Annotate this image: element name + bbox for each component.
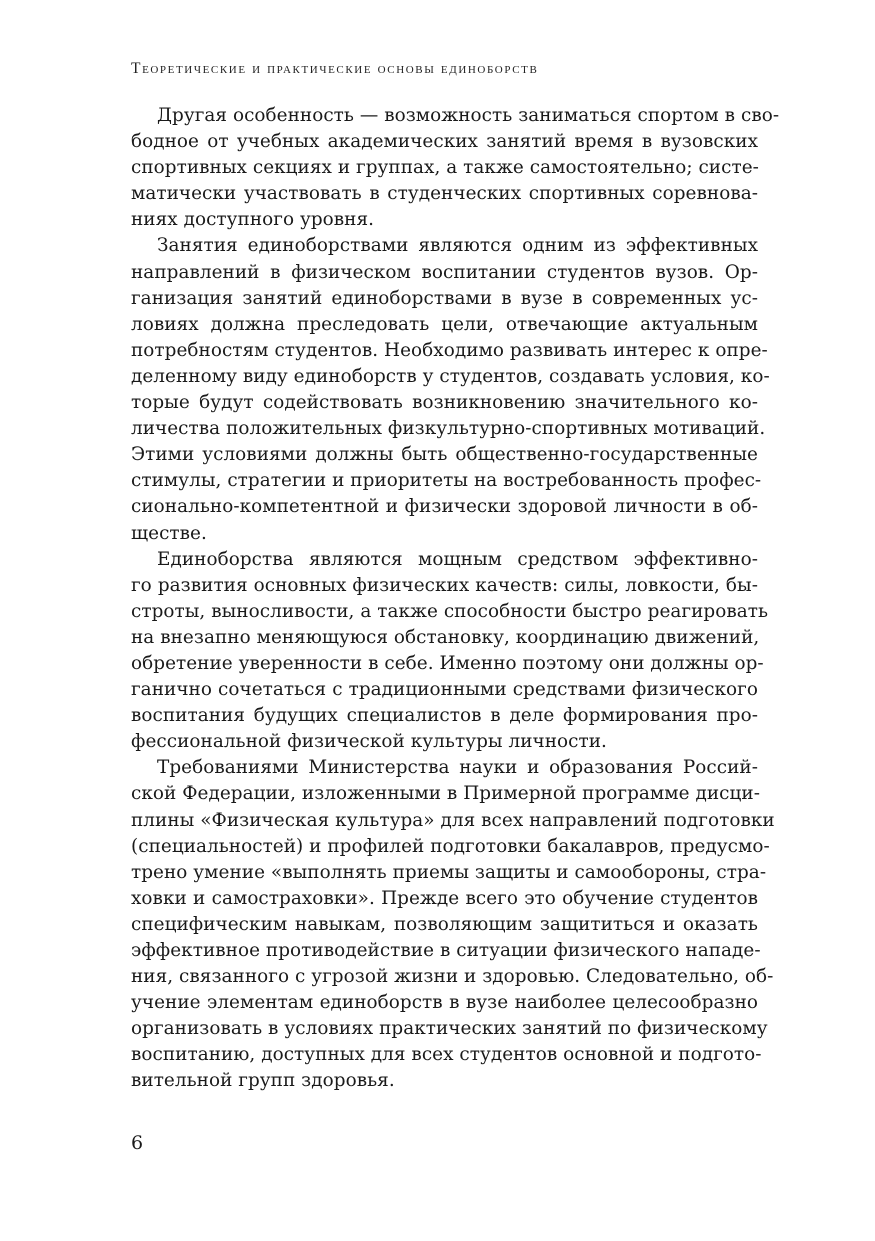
text-line: (специальностей) и профилей подготовки бакалавров, предусмо- (131, 835, 770, 857)
text-line: ниях доступного уровня. (131, 209, 375, 231)
page-number: 6 (131, 1132, 144, 1154)
paragraph-1 (131, 103, 780, 233)
text-line: ховки и самостраховки». Прежде всего это обучение студентов (131, 887, 758, 909)
text-line: вительной групп здоровья. (131, 1070, 395, 1092)
text-line: потребностям студентов. Необходимо развивать интерес к опре- (131, 339, 768, 361)
text-line: строты, выносливости, а также способности быстро реагировать (131, 600, 769, 622)
text-line: торые будут содействовать возникновению значительного ко- (131, 392, 758, 414)
text-line: бодное от учебных академических занятий время в вузовских (131, 131, 758, 153)
text-line: Требованиями Министерства науки и образования Россий- (157, 757, 758, 779)
text-line: эффективное противодействие в ситуации физического нападе- (131, 940, 761, 961)
text-line: организовать в условиях практических занятий по физическому (131, 1018, 768, 1040)
paragraph-2 (131, 233, 770, 546)
text-line: матически участвовать в студенческих спортивных соревнова- (131, 183, 758, 205)
text-line: личества положительных физкультурно-спортивных мотиваций. (131, 418, 766, 440)
text-line: стимулы, стратегии и приоритеты на востребованность профес- (131, 470, 762, 492)
text-line: обретение уверенности в себе. Именно поэтому они должны ор- (131, 652, 764, 674)
text-line: фессиональной физической культуры личности. (131, 731, 607, 753)
text-line: плины «Физическая культура» для всех направлений подготовки (131, 809, 775, 831)
text-line: специфическим навыкам, позволяющим защититься и оказать (131, 913, 758, 935)
running-header: Теоретические и практические основы единоборств (131, 60, 539, 77)
text-line: Единоборства являются мощным средством эффективно- (157, 548, 758, 570)
text-line: трено умение «выполнять приемы защиты и самообороны, стра- (131, 861, 767, 883)
paragraph-3 (131, 547, 769, 756)
text-line: Занятия единоборствами являются одним из эффективных (157, 235, 758, 257)
text-line: воспитания будущих специалистов в деле формирования про- (131, 705, 758, 727)
text-line: направлений в физическом воспитании студентов вузов. Ор- (131, 261, 758, 283)
text-line: спортивных секциях и группах, а также самостоятельно; систе- (131, 157, 759, 179)
text-line: на внезапно меняющуюся обстановку, координацию движений, (131, 626, 760, 648)
text-line: ществе. (131, 522, 207, 544)
text-line: воспитанию, доступных для всех студентов основной и подгото- (131, 1044, 762, 1066)
text-line: Другая особенность — возможность заниматься спортом в сво- (157, 105, 780, 126)
text-line: деленному виду единоборств у студентов, создавать условия, ко- (131, 365, 770, 387)
text-line: Этими условиями должны быть общественно-государственные (131, 444, 758, 466)
text-line: ганизация занятий единоборствами в вузе в современных ус- (131, 287, 758, 309)
text-line: ловиях должна преследовать цели, отвечающие актуальным (131, 313, 758, 335)
text-line: го развития основных физических качеств: силы, ловкости, бы- (131, 574, 758, 596)
text-line: ской Федерации, изложенными в Примерной программе дисци- (131, 783, 760, 805)
text-line: ганично сочетаться с традиционными средствами физического (131, 679, 758, 701)
text-line: сионально-компетентной и физически здоровой личности в об- (131, 496, 758, 518)
body-text (131, 103, 780, 1095)
text-line: учение элементам единоборств в вузе наиболее целесообразно (131, 992, 758, 1014)
text-line: ния, связанного с угрозой жизни и здоровью. Следовательно, об- (131, 966, 774, 988)
paragraph-4 (131, 755, 775, 1094)
